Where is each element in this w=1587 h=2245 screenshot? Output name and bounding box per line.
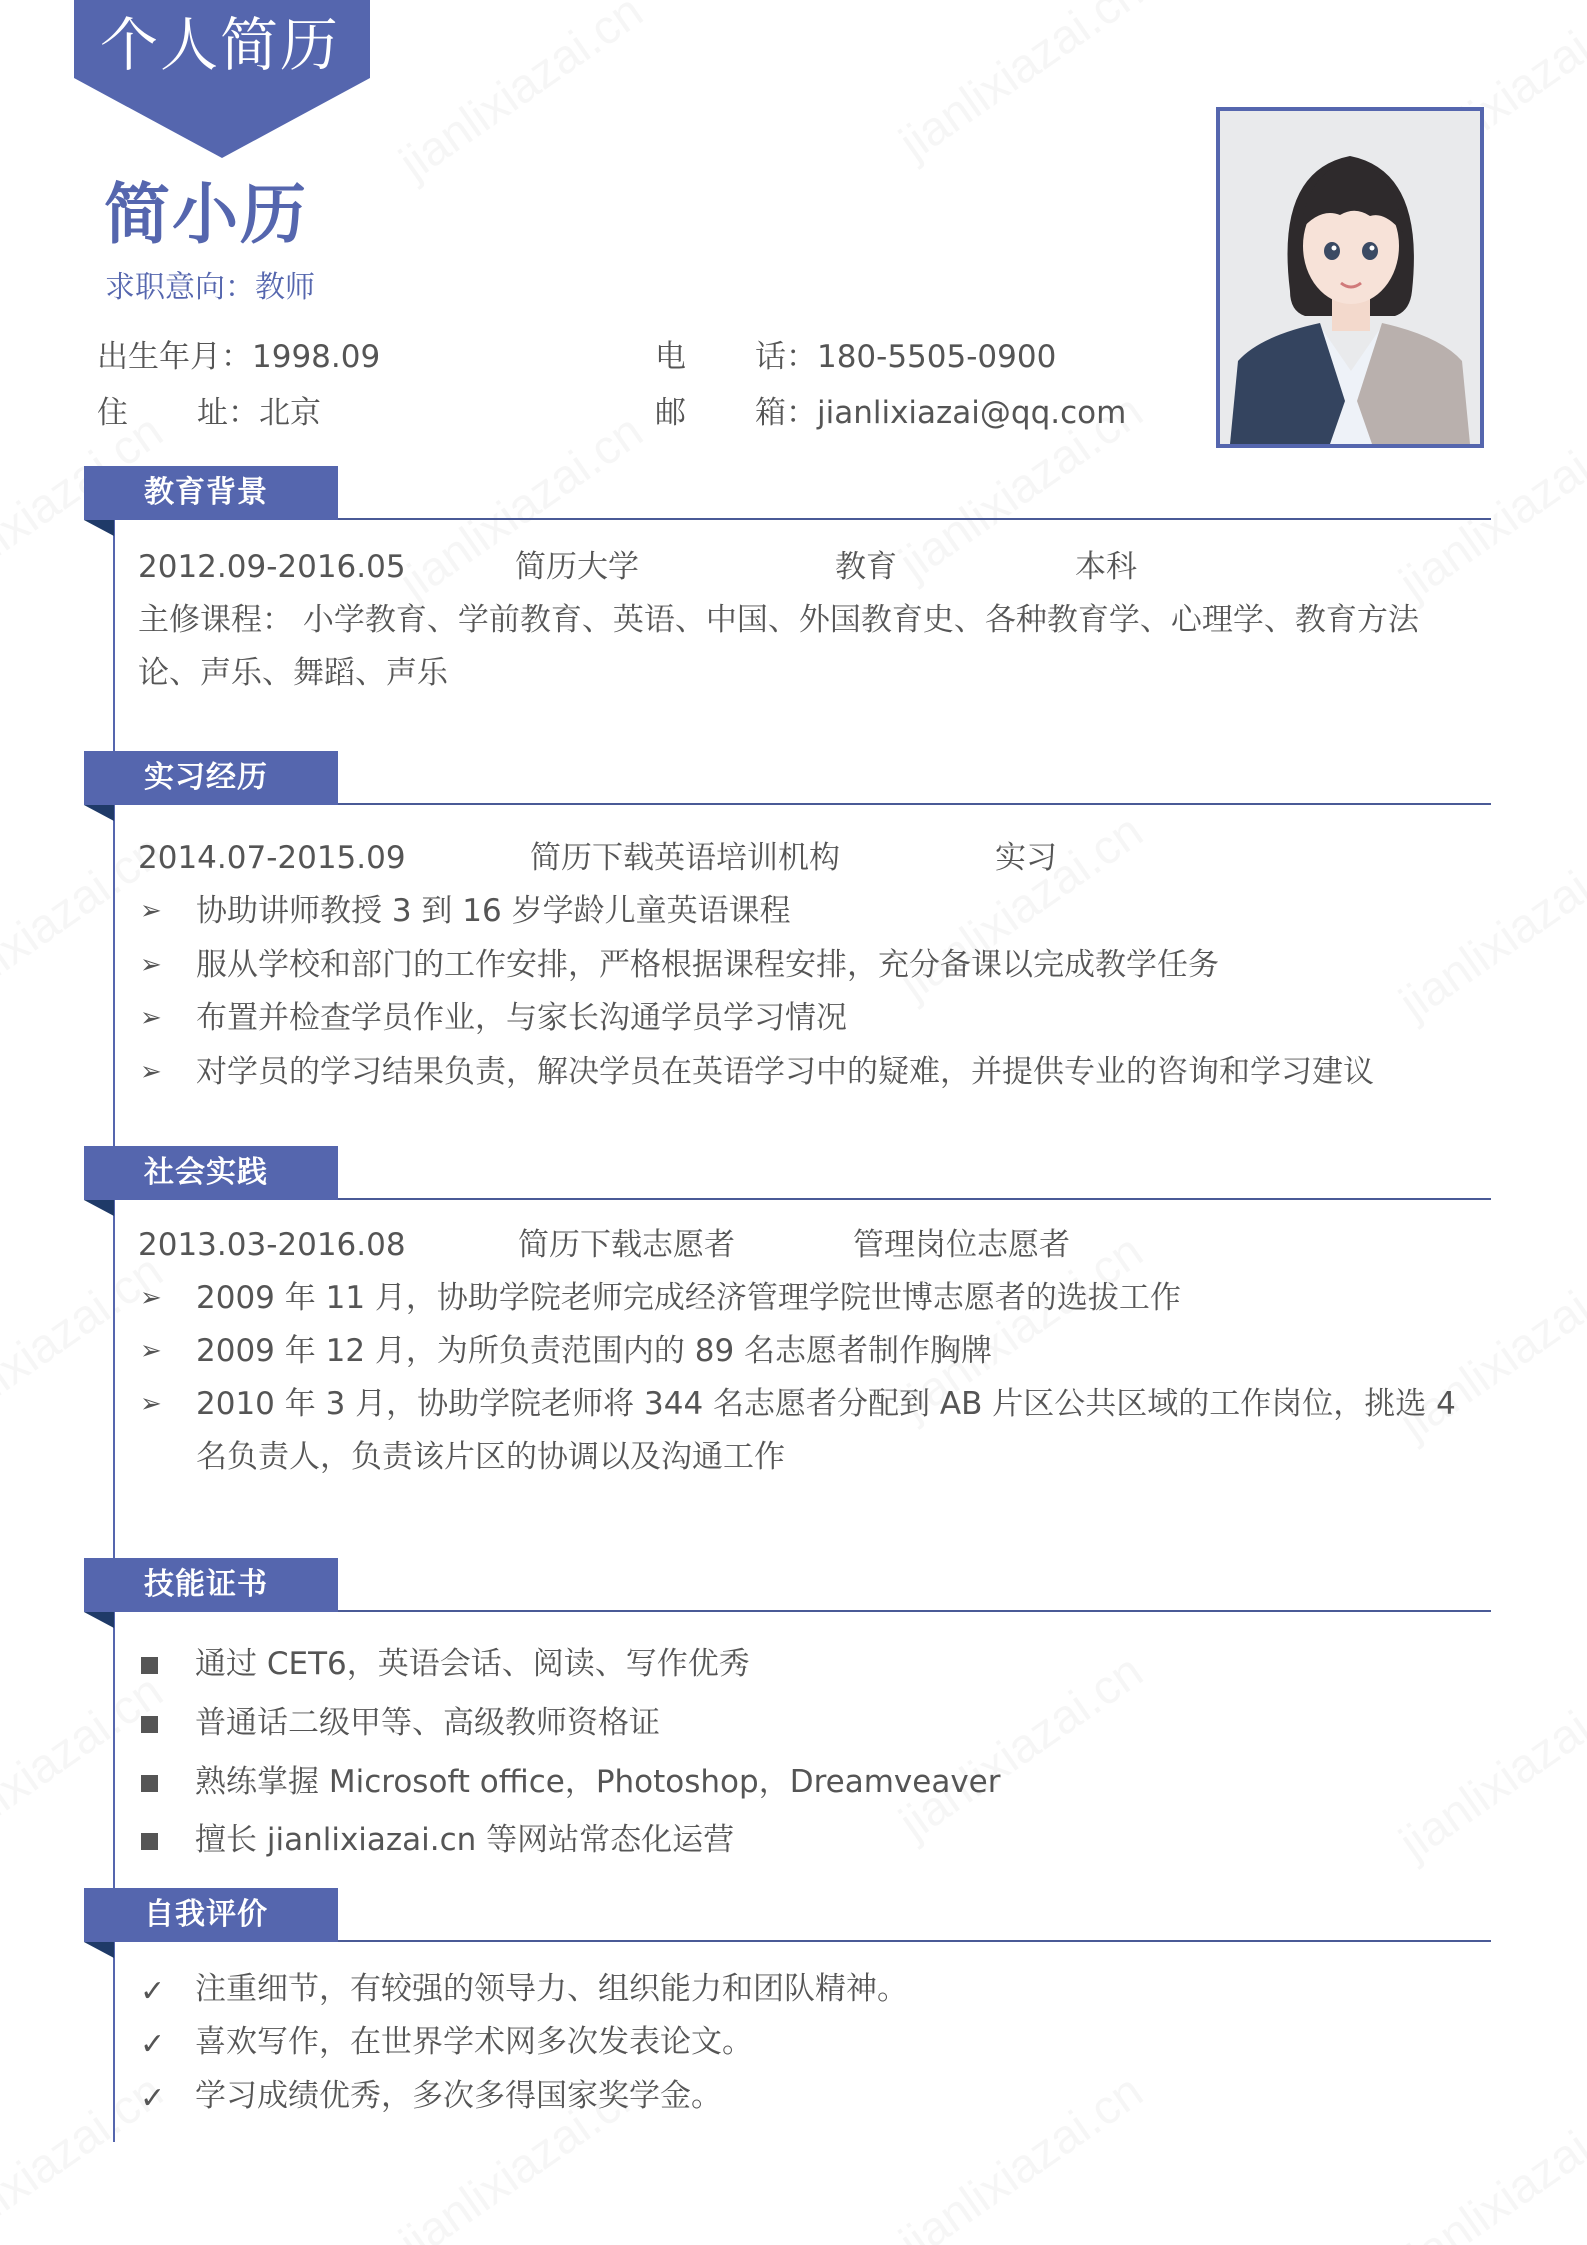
check-icon: ✓ (140, 2081, 166, 2116)
section-fold (84, 1612, 114, 1628)
section-fold (84, 1942, 114, 1958)
self-eval-item: 喜欢写作，在世界学术网多次发表论文。 (195, 2024, 753, 2060)
square-bullet-icon (141, 1716, 158, 1733)
section-divider (338, 518, 1491, 520)
intern-bullet: 对学员的学习结果负责，解决学员在英语学习中的疑难，并提供专业的咨询和学习建议 (196, 1054, 1374, 1090)
check-icon: ✓ (140, 2027, 166, 2062)
intern-bullet: 服从学校和部门的工作安排，严格根据课程安排，充分备课以完成教学任务 (196, 947, 1219, 983)
phone: 电 话：180-5505-0900 (655, 339, 1057, 375)
email: 邮 箱：jianlixiazai@qq.com (655, 395, 1127, 431)
square-bullet-icon (141, 1833, 158, 1850)
skill-item: 擅长 jianlixiazai.cn 等网站常态化运营 (195, 1822, 735, 1858)
square-bullet-icon (141, 1657, 158, 1674)
arrow-bullet-icon: ➢ (140, 896, 162, 926)
skill-item: 普通话二级甲等、高级教师资格证 (195, 1705, 660, 1741)
social-bullet-cont: 名负责人，负责该片区的协调以及沟通工作 (196, 1439, 785, 1475)
social-role: 管理岗位志愿者 (853, 1227, 1070, 1263)
watermark (890, 2064, 1153, 2245)
section-title: 教育背景 (144, 475, 268, 510)
section-title: 自我评价 (144, 1897, 268, 1932)
birth-date: 出生年月：1998.09 (97, 339, 381, 375)
address: 住 址：北京 (97, 395, 321, 431)
arrow-bullet-icon: ➢ (140, 1283, 162, 1313)
arrow-bullet-icon: ➢ (140, 1336, 162, 1366)
section-header-education (84, 466, 338, 520)
section-divider (338, 1940, 1491, 1942)
square-bullet-icon (141, 1775, 158, 1792)
section-title: 社会实践 (144, 1155, 268, 1190)
section-fold (84, 520, 114, 536)
social-org: 简历下载志愿者 (518, 1227, 735, 1263)
section-fold (84, 805, 114, 821)
watermark (1390, 824, 1587, 1031)
section-header-self-evaluation (84, 1888, 338, 1942)
edu-courses: 主修课程： 小学教育、学前教育、英语、中国、外国教育史、各种教育学、心理学、教育方法 (138, 602, 1419, 638)
arrow-bullet-icon: ➢ (140, 1057, 162, 1087)
arrow-bullet-icon: ➢ (140, 1003, 162, 1033)
intern-role: 实习 (995, 840, 1057, 876)
intern-org: 简历下载英语培训机构 (530, 840, 840, 876)
section-header-skills (84, 1558, 338, 1612)
section-divider (338, 803, 1491, 805)
profile-photo (1216, 107, 1484, 448)
edu-period: 2012.09-2016.05 (138, 549, 406, 585)
skill-item: 通过 CET6，英语会话、阅读、写作优秀 (195, 1646, 750, 1682)
edu-school: 简历大学 (515, 549, 639, 585)
avatar-illustration-icon (1220, 111, 1480, 444)
self-eval-item: 注重细节，有较强的领导力、组织能力和团队精神。 (195, 1971, 908, 2007)
section-title: 技能证书 (144, 1567, 268, 1602)
intern-bullet: 协助讲师教授 3 到 16 岁学龄儿童英语课程 (196, 893, 791, 929)
intern-bullet: 布置并检查学员作业，与家长沟通学员学习情况 (196, 1000, 847, 1036)
section-fold (84, 1200, 114, 1216)
arrow-bullet-icon: ➢ (140, 950, 162, 980)
skill-item: 熟练掌握 Microsoft office，Photoshop，Dreamveaver (195, 1764, 1001, 1800)
section-title: 实习经历 (144, 760, 268, 795)
section-header-internship (84, 751, 338, 805)
watermark (1390, 2084, 1587, 2245)
social-period: 2013.03-2016.08 (138, 1227, 406, 1263)
self-eval-item: 学习成绩优秀，多次多得国家奖学金。 (195, 2078, 722, 2114)
social-bullet: 2010 年 3 月，协助学院老师将 344 名志愿者分配到 AB 片区公共区域的工作岗位，挑选 4 (196, 1386, 1456, 1422)
candidate-name: 简小历 (104, 176, 308, 253)
check-icon: ✓ (140, 1974, 166, 2009)
arrow-bullet-icon: ➢ (140, 1389, 162, 1419)
social-bullet: 2009 年 12 月，为所负责范围内的 89 名志愿者制作胸牌 (196, 1333, 993, 1369)
section-divider (338, 1198, 1491, 1200)
social-bullet: 2009 年 11 月，协助学院老师完成经济管理学院世博志愿者的选拔工作 (196, 1280, 1181, 1316)
section-divider (338, 1610, 1491, 1612)
watermark (890, 1644, 1153, 1851)
intern-period: 2014.07-2015.09 (138, 840, 406, 876)
section-header-social (84, 1146, 338, 1200)
watermark (890, 0, 1153, 171)
edu-courses-cont: 论、声乐、舞蹈、声乐 (138, 655, 448, 691)
edu-major: 教育 (835, 549, 897, 585)
watermark (1390, 1664, 1587, 1871)
watermark (390, 0, 653, 191)
edu-degree: 本科 (1075, 549, 1137, 585)
resume-title: 个人简历 (100, 11, 341, 79)
job-intent: 求职意向：教师 (105, 270, 315, 305)
